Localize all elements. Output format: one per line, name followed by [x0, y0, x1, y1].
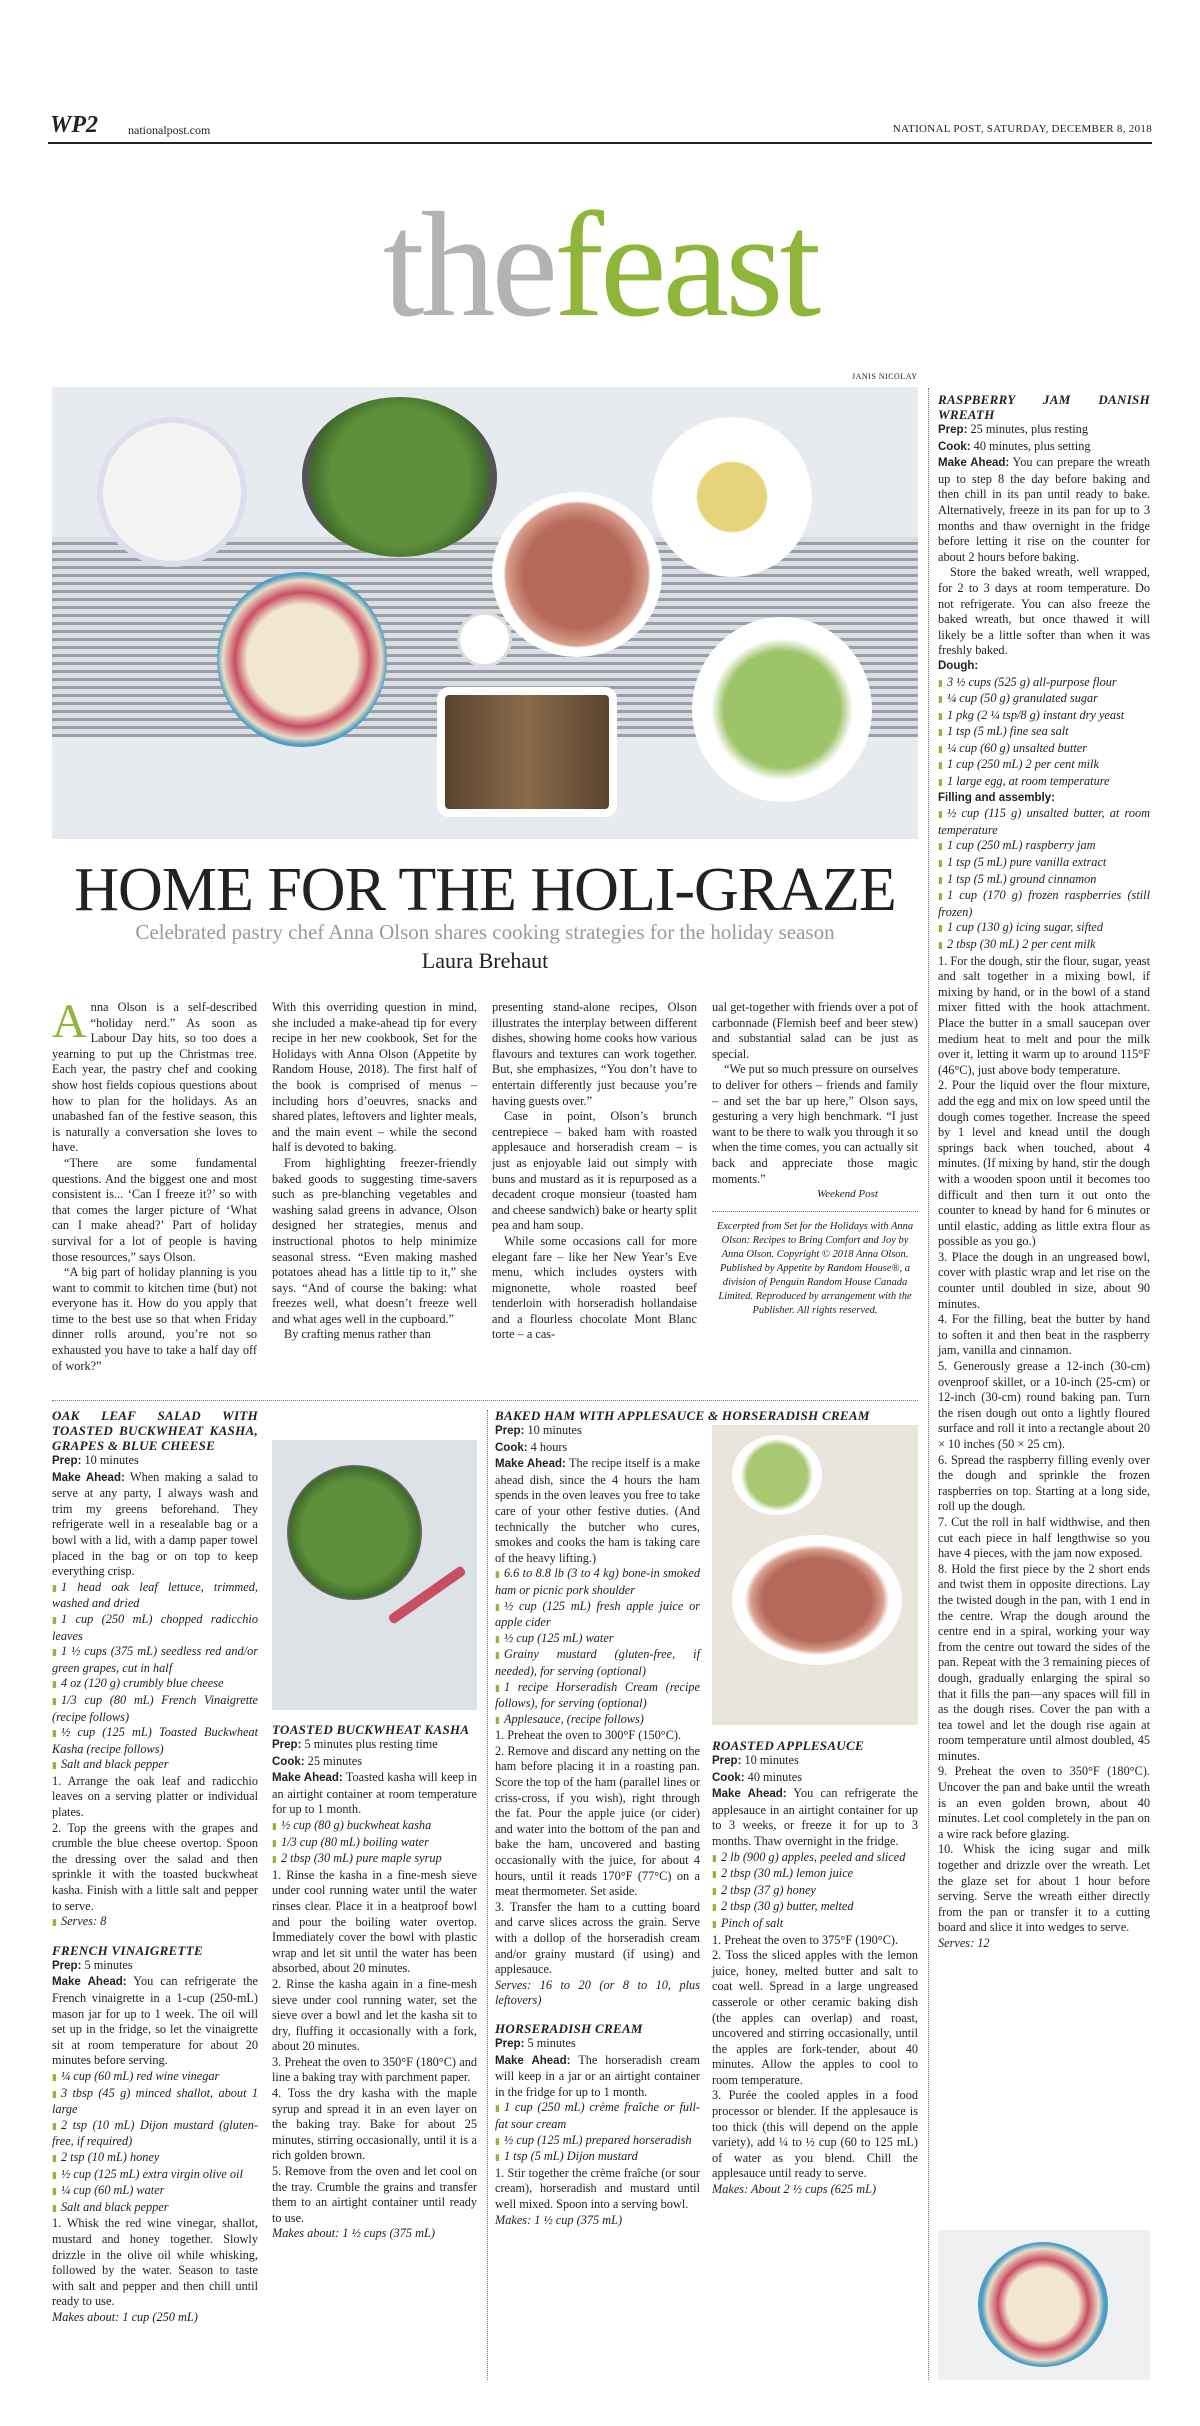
paragraph: From highlighting freezer-friendly baked goods to suggesting time-savers such as pre-blanching vegetables and washing salad greens in advance, Olson designed her strategies, menus and instructional photos to help minimize seasonal stress. “Even making mashed potatoes ahead has a little tip to it,” she says. “And of course the baking: what freezes well, what doesn’t freeze well and what ages well in the cupboard.” — [272, 1155, 477, 1326]
yield: Serves: 12 — [938, 1936, 990, 1950]
paragraph: presenting stand-alone recipes, Olson illustrates the interplay between different dishes, showing home cooks how various flavours and textures can work together. But, she emphasizes, “You don’t have to entertain differently just because you’re having guests over.” — [492, 1000, 697, 1108]
prep-time: Prep: 10 minutes — [495, 1423, 582, 1437]
recipes-divider — [52, 1400, 918, 1401]
step: 3. Place the dough in an ungreased bowl, cover with plastic wrap and let rise on the counter until doubled in size, about 90 minutes. — [938, 1249, 1150, 1311]
cook-time: Cook: 40 minutes — [712, 1769, 802, 1784]
ingredient: ▮ ¼ cup (50 g) granulated sugar — [938, 691, 1150, 708]
ingredient: ▮ Grainy mustard (gluten-free, if needed), for serving (optional) — [495, 1647, 700, 1679]
yield: Makes: About 2 ½ cups (625 mL) — [712, 2182, 877, 2197]
yield: Makes about: 1 cup (250 mL) — [52, 2309, 198, 2324]
ingredient: ▮ 1 tsp (5 mL) fine sea salt — [938, 724, 1150, 741]
recipes-center-rule — [487, 1410, 488, 2380]
recipe-wreath — [938, 392, 1150, 1952]
step: 10. Whisk the icing sugar and milk together and drizzle over the wreath. Let the glaze set for about 1 hour before serving. Serve the wreath either directly from the pan or transfer it to a cutting board and slice it into wedges to serve. — [938, 1842, 1150, 1935]
section-label: Filling and assembly: — [938, 791, 1055, 804]
yield: ▮ Serves: 8 — [52, 1914, 258, 1931]
step: 5. Remove from the oven and let cool on the tray. Crumble the grains and transfer them to an airtight container until ready to use. — [272, 2164, 477, 2225]
hero-photo — [52, 387, 918, 839]
step: 3. Purée the cooled apples in a food processor or blender. If the applesauce is too thick (this will depend on the apple variety), add ¼ to ½ cup (60 to 125 mL) of water as you blend. Chill the applesauce until ready to serve. — [712, 2088, 918, 2181]
step: 1. Stir together the crème fraîche (or sour cream), horseradish and mustard until well mixed. Spoon into a serving bowl. — [495, 2165, 700, 2211]
ingredient: ▮ Salt and black pepper — [52, 2200, 258, 2217]
paragraph: With this overriding question in mind, she included a make-ahead tip for every recipe in her new cookbook, Set for the Holidays with Anna Olson (Appetite by Random House, 2018). The first half of the book is comprised of menus – including hors d’oeuvres, snacks and shared plates, leftovers and lighter meals, and the main event – while the second half is devoted to baking. — [272, 1000, 477, 1155]
recipe-title: ROASTED APPLESAUCE — [712, 1738, 864, 1753]
ingredient: ▮ 1 cup (130 g) icing sugar, sifted — [938, 920, 1150, 937]
ingredient: ▮ 2 lb (900 g) apples, peeled and sliced — [712, 1850, 918, 1867]
signoff: Weekend Post — [817, 1188, 878, 1201]
wreath-photo — [938, 2230, 1150, 2380]
article-col-2 — [272, 1000, 477, 1343]
yield: Serves: 16 to 20 (or 8 to 10, plus leftovers) — [495, 1977, 700, 2008]
cook-time: Cook: 4 hours — [495, 1439, 568, 1454]
recipe-salad — [52, 1408, 258, 2325]
prep-time: Prep: 10 minutes — [52, 1453, 139, 1467]
step: 8. Hold the first piece by the 2 short ends and twist them in opposite directions. Lay the twisted dough in the pan, with 1 end in the centre. Wrap the dough around the centre end in a spiral, working your way from the centre out toward the sides of the pan. Repeat with the 3 remaining pieces of dough, gradually enlarging the spiral so that it fills the pan—any spaces will fill in as the dough rises. Cover the pan with a tea towel and let the dough rise again at room temperature until almost doubled, 45 minutes. — [938, 1561, 1150, 1763]
ingredient: ▮ 2 tbsp (30 mL) 2 per cent milk — [938, 937, 1150, 954]
headline: HOME FOR THE HOLI-GRAZE — [74, 856, 896, 924]
make-ahead: Make Ahead: The recipe itself is a make ahead dish, since the 4 hours the ham spends in the oven leaves you free to take care of your other festive duties. (And technically the butcher who cures, smokes and cooks the ham is taking care of the heavy lifting.) — [495, 1456, 700, 1565]
ingredient: ▮ 1 head oak leaf lettuce, trimmed, washed and dried — [52, 1580, 258, 1612]
step: 2. Top the greens with the grapes and crumble the blue cheese overtop. Spoon the dressing over the salad and then sprinkle it with the toasted buckwheat kasha. Finish with a little salt and pepper to serve. — [52, 1820, 258, 1913]
paragraph: ual get-together with friends over a pot of carbonnade (Flemish beef and beer stew) and substantial salad can be just as special. — [712, 1000, 918, 1061]
napkin-plate — [97, 417, 247, 567]
cook-time: Cook: 25 minutes — [272, 1753, 362, 1768]
step: 2. Rinse the kasha again in a fine-mesh sieve under cool running water, set the sieve over a bowl and let the kasha sit to dry, fluffing it occasionally with a fork, about 20 minutes. — [272, 1976, 477, 2054]
section-label: WP2 — [50, 112, 98, 138]
fish-dish — [437, 687, 617, 817]
ingredient: ▮ 1 cup (250 mL) 2 per cent milk — [938, 757, 1150, 774]
ingredient: ▮ 1/3 cup (80 mL) boiling water — [272, 1835, 477, 1852]
byline: Laura Brehaut — [421, 948, 549, 973]
ingredient: ▮ 1 cup (250 mL) raspberry jam — [938, 838, 1150, 855]
ingredient: ▮ 1 pkg (2 ¼ tsp/8 g) instant dry yeast — [938, 708, 1150, 725]
make-ahead: Make Ahead: You can refrigerate the French vinaigrette in a 1-cup (250-mL) mason jar for up to 1 week. The oil will set up in the fridge, so let the vinaigrette sit at room temperature for about 20 minutes before serving. — [52, 1974, 258, 2068]
paragraph: “A big part of holiday planning is you want to commit to kitchen time (but) not everyone has it. How do you apply that time to the best use so that when Friday dinner rolls around, you’re not so exhausted you have to take a half day off of work?” — [52, 1265, 257, 1373]
step: 4. Toss the dry kasha with the maple syrup and spread it in an even layer on the baking tray. Bake for about 25 minutes, stirring occasionally, until it is a rich golden brown. — [272, 2086, 477, 2163]
paragraph: Anna Olson is a self-described “holiday nerd.” As soon as Labour Day hits, so too does a yearning to put up the Christmas tree. Each year, the pastry chef and cooking show host fields copious questions about how to plan for the holidays. As an unabashed fan of the festive season, this is naturally a conversation she loves to have. — [52, 995, 257, 1155]
make-ahead: Make Ahead: When making a salad to serve at any party, I always wash and trim my greens beforehand. They refrigerate well in a resealable bag or a bowl with a lid, with a damp paper towel placed in the bag or on top to keep everything crisp. — [52, 1469, 258, 1579]
step: 7. Cut the roll in half widthwise, and then cut each piece in half lengthwise so you have 4 pieces, with the jam now exposed. — [938, 1514, 1150, 1561]
cook-time: Cook: 40 minutes, plus setting — [938, 438, 1091, 453]
sauce-bowl — [457, 612, 512, 667]
salad-bowl — [732, 1435, 822, 1515]
ingredient: ▮ ½ cup (125 mL) Toasted Buckwheat Kasha (recipe follows) — [52, 1725, 258, 1757]
ingredient: ▮ 2 tsp (10 mL) Dijon mustard (gluten-free, if required) — [52, 2118, 258, 2150]
ingredient: ▮ ¼ cup (60 mL) red wine vinegar — [52, 2069, 258, 2086]
ingredient: ▮ 1 large egg, at room temperature — [938, 774, 1150, 791]
step: 3. Transfer the ham to a cutting board and carve slices across the grain. Serve with a dollop of the horseradish cream and/or grainy mustard (if using) and applesauce. — [495, 1899, 700, 1977]
masthead — [0, 165, 1200, 365]
recipe-kasha — [272, 1722, 477, 2242]
ingredient: ▮ 1 recipe Horseradish Cream (recipe follows), for serving (optional) — [495, 1680, 700, 1712]
article-col-4 — [712, 1000, 918, 1318]
masthead-the: the — [382, 182, 555, 348]
step: 1. For the dough, stir the flour, sugar, yeast and salt together in a mixing bowl, if mixing by hand, or in the bowl of a stand mixer fitted with the hook attachment. Place the butter in a small saucepan over medium heat to melt and pour the milk over it, letting it warm up to around 115°F (46°C), just above body temperature. — [938, 953, 1150, 1077]
make-ahead: Make Ahead: You can prepare the wreath up to step 8 the day before baking and then chill in its pan until ready to bake. Alternatively, freeze in its pan for up to 3 months and thaw overnight in the fridge before letting it rise on the counter for about 2 hours before baking. — [938, 455, 1150, 564]
step: 3. Preheat the oven to 350°F (180°C) and line a baking tray with parchment paper. — [272, 2054, 477, 2085]
prep-time: Prep: 5 minutes plus resting time — [272, 1737, 438, 1751]
ingredient: ▮ 2 tbsp (30 mL) pure maple syrup — [272, 1851, 477, 1868]
article-col-1 — [52, 995, 257, 1374]
ingredient: ▮ 1/3 cup (80 mL) French Vinaigrette (recipe follows) — [52, 1693, 258, 1725]
recipe-title: RASPBERRY JAM DANISH WREATH — [938, 392, 1150, 422]
step: 9. Preheat the oven to 350°F (180°C). Uncover the pan and bake until the wreath is an even golden brown, about 40 minutes. Let cool completely in the pan on a wire rack before glazing. — [938, 1764, 1150, 1841]
step: 2. Remove and discard any netting on the ham before placing it in a roasting pan. Score the top of the ham (parallel lines or criss-cross, if you wish), right through the fat. Pour the apple juice (or cider) and water into the bottom of the pan and bake the ham, uncovered and basting occasionally with the juice, for about 4 hours, until it reads 170°F (77°C) on a meat thermometer. Set aside. — [495, 1743, 700, 1899]
ingredient: ▮ ½ cup (125 mL) extra virgin olive oil — [52, 2167, 258, 2184]
prep-time: Prep: 25 minutes, plus resting — [938, 422, 1088, 436]
step: 4. For the filling, beat the butter by hand to soften it and then beat in the raspberry jam, vanilla and cinnamon. — [938, 1312, 1150, 1358]
ingredient: ▮ ½ cup (125 mL) fresh apple juice or apple cider — [495, 1599, 700, 1631]
ingredient: ▮ 6.6 to 8.8 lb (3 to 4 kg) bone-in smoked ham or picnic pork shoulder — [495, 1566, 700, 1598]
step: 1. Rinse the kasha in a fine-mesh sieve under cool running water until the water rinses clear. Place it in a heatproof bowl and pour the boiling water overtop. Immediately cover the bowl with plastic wrap and let sit until the water has been absorbed, about 20 minutes. — [272, 1867, 477, 1976]
ingredient: ▮ 4 oz (120 g) crumbly blue cheese — [52, 1676, 258, 1693]
right-column-rule — [928, 388, 929, 2380]
ingredient: ▮ ½ cup (115 g) unsalted butter, at room temperature — [938, 806, 1150, 838]
recipe-applesauce — [712, 1738, 918, 2198]
yield: Makes about: 1 ½ cups (375 mL) — [272, 2226, 435, 2241]
potato-plate — [652, 417, 812, 577]
ingredient: ▮ 3 tbsp (45 g) minced shallot, about 1 large — [52, 2086, 258, 2118]
step: 2. Toss the sliced apples with the lemon juice, honey, melted butter and salt to coat well. Spread in a large ungreased casserole or other ceramic baking dish (the apples can overlap) and roast, uncovered and stirring occasionally, until the apples are fork-tender, about 40 minutes. Allow the apples to cool to room temperature. — [712, 1948, 918, 2087]
bean-salad-bowl — [692, 617, 872, 802]
header-rule — [48, 142, 1152, 144]
ingredient: ▮ 1 ½ cups (375 mL) seedless red and/or green grapes, cut in half — [52, 1644, 258, 1676]
ingredient: ▮ 3 ½ cups (525 g) all-purpose flour — [938, 675, 1150, 692]
photo-credit: JANIS NICOLAY — [852, 372, 918, 381]
ingredient: ▮ 1 cup (250 mL) crème fraîche or full-fat sour cream — [495, 2100, 700, 2132]
masthead-feast: feast — [554, 182, 818, 348]
recipe-title: HORSERADISH CREAM — [495, 2020, 643, 2036]
step: 6. Spread the raspberry filling evenly over the dough and sprinkle the frozen raspberries on top. Starting at a long side, roll up the dough. — [938, 1452, 1150, 1514]
paragraph: “There are some fundamental questions. And the biggest one and most consistent is... ‘Can I freeze it?’ so with that comes the larger picture of ‘What can I make ahead?’ Part of holiday survival for a lot of people is having those resources,” says Olson. — [52, 1155, 257, 1264]
make-ahead: Make Ahead: You can refrigerate the applesauce in an airtight container for up to 3 weeks, or freeze it for up to 3 months. Thaw overnight in the fridge. — [712, 1786, 918, 1848]
step: 1. Preheat the oven to 300°F (150°C). — [495, 1728, 682, 1743]
ingredient: ▮ 1 tsp (5 mL) Dijon mustard — [495, 2149, 700, 2166]
wreath-skillet — [217, 572, 387, 747]
dropcap: A — [52, 995, 87, 1048]
step: 5. Generously grease a 12-inch (30-cm) ovenproof skillet, or a 10-inch (25-cm) or 12-inch (30-cm) round baking pan. Turn the risen dough out onto a lightly floured surface and roll it into a rectangle about 20 × 10 inches (50 × 25 cm). — [938, 1359, 1150, 1451]
step: 2. Pour the liquid over the flour mixture, add the egg and mix on low speed until the dough comes together. Increase the speed by 1 level and knead until the dough springs back when touched, about 4 minutes. (If mixing by hand, stir the dough with a wooden spoon until it becomes too difficult and then turn it out onto the counter to knead by hand for 6 minutes or until elastic, adding as little extra flour as possible as you go.) — [938, 1078, 1150, 1249]
dek: Celebrated pastry chef Anna Olson shares cooking strategies for the holiday season — [135, 920, 835, 944]
ingredient: ▮ 2 tbsp (30 g) butter, melted — [712, 1899, 918, 1916]
make-ahead: Make Ahead: Toasted kasha will keep in an airtight container at room temperature for up to 1 month. — [272, 1770, 477, 1817]
section-label: Dough: — [938, 659, 979, 672]
recipe-title: BAKED HAM WITH APPLESAUCE & HORSERADISH CREAM — [495, 1408, 870, 1423]
paragraph: “We put so much pressure on ourselves to deliver for others – friends and family – and set the bar up here,” Olson says, gesturing a very high benchmark. “I just want to be there to walk you through it so when the time comes, you can actually sit back and appreciate those magic moments.” — [712, 1062, 918, 1186]
ingredient: ▮ ½ cup (125 mL) water — [495, 1631, 700, 1648]
recipe-title: FRENCH VINAIGRETTE — [52, 1942, 203, 1958]
ingredient: ▮ 2 tbsp (37 g) honey — [712, 1883, 918, 1900]
ingredient: ▮ ½ cup (80 g) buckwheat kasha — [272, 1818, 477, 1835]
step: 1. Arrange the oak leaf and radicchio leaves on a serving platter or individual plates. — [52, 1773, 258, 1820]
article-col-3 — [492, 1000, 697, 1343]
ingredient: ▮ ¼ cup (60 g) unsalted butter — [938, 741, 1150, 758]
recipe-title: TOASTED BUCKWHEAT KASHA — [272, 1722, 470, 1737]
paragraph: While some occasions call for more elegant fare – like her New Year’s Eve menu, which includes oysters with mignonette, whole roasted beef tenderloin with horseradish hollandaise and a flourless chocolate Mont Blanc torte – a cas- — [492, 1233, 697, 1342]
step: 1. Preheat the oven to 375°F (190°C). — [712, 1932, 899, 1947]
ingredient: ▮ 1 tsp (5 mL) pure vanilla extract — [938, 855, 1150, 872]
site-name[interactable]: nationalpost.com — [128, 123, 211, 137]
prep-time: Prep: 10 minutes — [712, 1753, 799, 1767]
paragraph: By crafting menus rather than — [284, 1327, 431, 1342]
prep-time: Prep: 5 minutes — [52, 1957, 133, 1972]
make-ahead-note: Store the baked wreath, well wrapped, for 2 to 3 days at room temperature. Do not refrigerate. You can also freeze the baked wreath, but once thawed it will likely be a little softer than when it was freshly baked. — [938, 565, 1150, 658]
dateline: NATIONAL POST, SATURDAY, DECEMBER 8, 2018 — [892, 123, 1152, 135]
divider — [712, 1211, 918, 1212]
ingredient: ▮ ½ cup (125 mL) prepared horseradish — [495, 2133, 700, 2150]
ingredient: ▮ 2 tsp (10 mL) honey — [52, 2150, 258, 2167]
ham-plate — [492, 492, 662, 657]
ham-plate — [732, 1535, 902, 1665]
ingredient: ▮ Pinch of salt — [712, 1916, 918, 1933]
prep-time: Prep: 5 minutes — [495, 2035, 576, 2050]
ingredient: ▮ 1 cup (250 mL) chopped radicchio leaves — [52, 1612, 258, 1644]
ingredient: ▮ 1 tsp (5 mL) ground cinnamon — [938, 872, 1150, 889]
make-ahead: Make Ahead: The horseradish cream will keep in a jar or an airtight container in the fridge for up to 1 month. — [495, 2052, 700, 2099]
ingredient: ▮ Salt and black pepper — [52, 1757, 258, 1774]
wreath-skillet — [978, 2242, 1108, 2367]
yield: Makes: 1 ½ cup (375 mL) — [495, 2212, 623, 2227]
ham-photo — [712, 1425, 918, 1725]
excerpt-note: Excerpted from Set for the Holidays with Anna Olson: Recipes to Bring Comfort and Joy by Anna Olson. Copyright © 2018 Anna Olson. Published by Appetite by Random House®, a division of Penguin Random House Canada Limited. Reproduced by arrangement with the Publisher. All rights reserved. — [716, 1220, 914, 1316]
step: 1. Whisk the red wine vinegar, shallot, mustard and honey together. Slowly drizzle in the olive oil while whisking, followed by the water. Season to taste with salt and pepper and then chill until ready to use. — [52, 2216, 258, 2309]
ingredient: ▮ 2 tbsp (30 mL) lemon juice — [712, 1866, 918, 1883]
salad-bowl — [287, 1465, 422, 1600]
ingredient: ▮ ¼ cup (60 mL) water — [52, 2183, 258, 2200]
recipe-title: OAK LEAF SALAD WITH TOASTED BUCKWHEAT KASHA, GRAPES & BLUE CHEESE — [52, 1408, 258, 1453]
salad-bowl — [302, 397, 497, 557]
paragraph: Case in point, Olson’s brunch centrepiece – baked ham with roasted applesauce and horseradish cream – is just as enjoyable laid out simply with buns and mustard as it is repurposed as a decadent croque monsieur (toasted ham and cheese sandwich) bake or hearty split pea and ham soup. — [492, 1109, 697, 1233]
ingredient: ▮ Applesauce, (recipe follows) — [495, 1712, 700, 1729]
salad-photo — [272, 1440, 477, 1710]
ingredient: ▮ 1 cup (170 g) frozen raspberries (still frozen) — [938, 888, 1150, 920]
